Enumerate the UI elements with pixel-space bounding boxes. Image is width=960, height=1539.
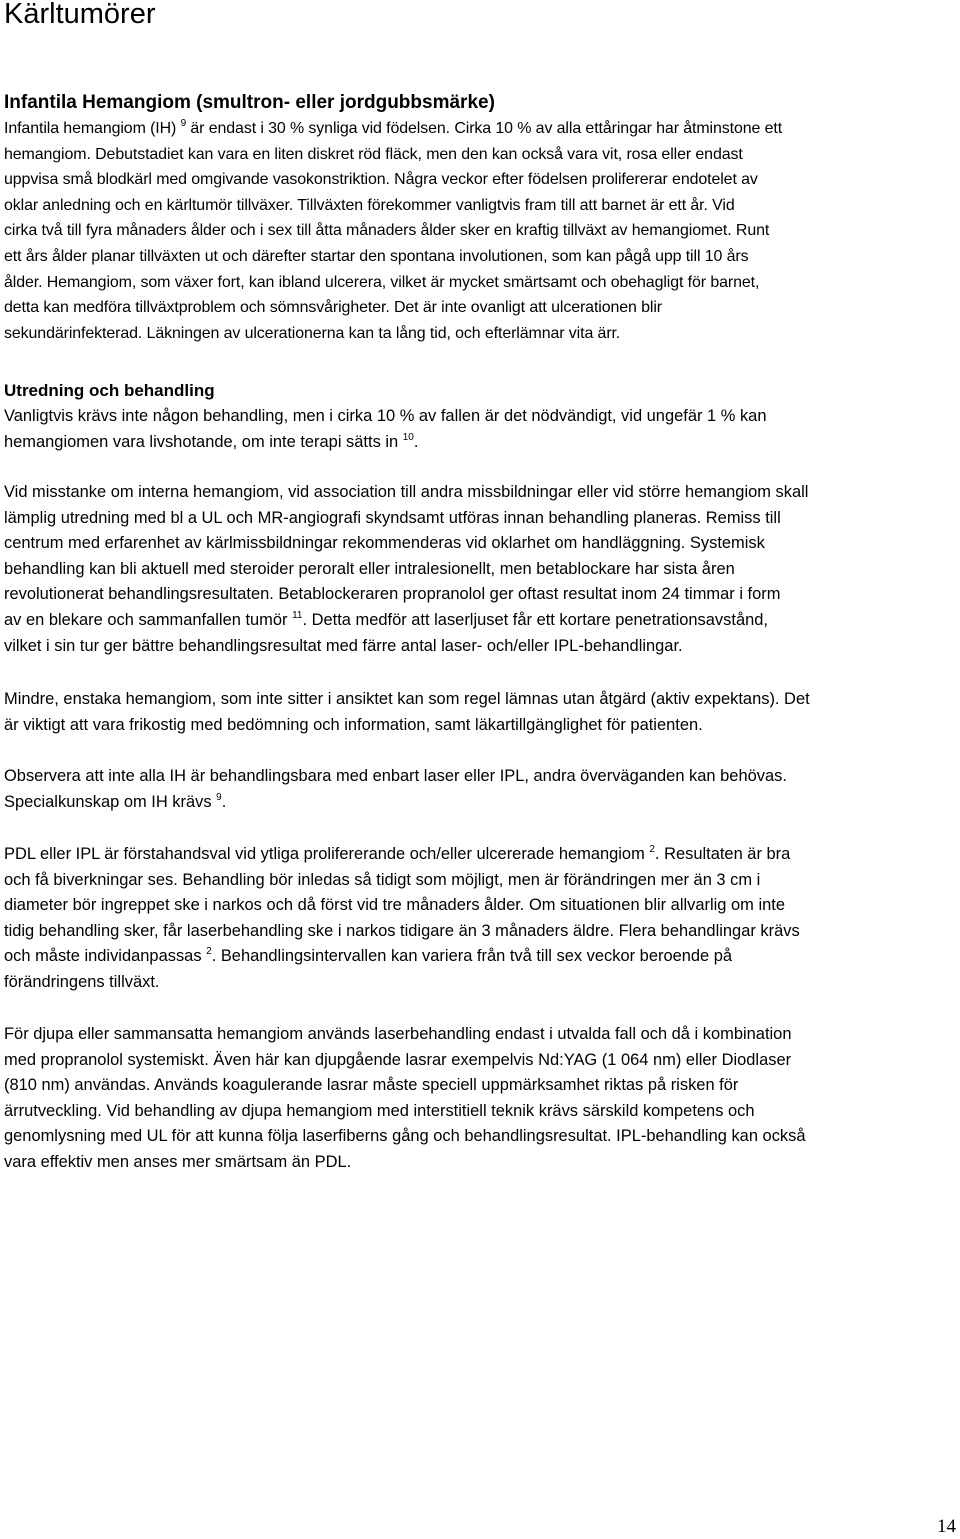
- line-text-after-reference: .: [413, 432, 419, 451]
- line-text: Infantila hemangiom (IH): [4, 120, 181, 137]
- body-paragraph: [4, 764, 954, 815]
- text-line: [4, 1124, 954, 1150]
- body-paragraph-pdl-ipl: [4, 842, 954, 996]
- line-text: centrum med erfarenhet av kärlmissbildningar rekommenderas vid oklarhet om handläggning. Systemisk: [4, 534, 765, 553]
- line-text: behandling kan bli aktuell med steroider peroralt eller intralesionellt, men betablockare har sista åren: [4, 559, 735, 578]
- line-text: detta kan medföra tillväxtproblem och sömnsvårigheter. Det är inte ovanligt att ulcerationen blir: [4, 299, 663, 317]
- line-text: och få biverkningar ses. Behandling bör inledas så tidigt som möjligt, men är förändringen mer än 3 cm i: [4, 870, 761, 889]
- line-text: genomlysning med UL för att kunna följa laserfiberns gång och behandlingsresultat. IPL-behandling kan också: [4, 1127, 806, 1146]
- line-text: av en blekare och sammanfallen tumör: [4, 610, 293, 629]
- line-text: förändringens tillväxt.: [4, 972, 160, 991]
- line-text: Specialkunskap om IH krävs: [4, 792, 217, 811]
- body-paragraph-interna-hemangiom: [4, 480, 954, 659]
- text-line: [4, 1048, 954, 1074]
- section-infantila-hemangiom: [4, 90, 954, 346]
- text-line: [4, 919, 954, 945]
- line-text: tidig behandling sker, får laserbehandling ske i narkos tidigare än 3 månaders äldre. Flera behandlingar krävs: [4, 921, 800, 940]
- text-line: [4, 480, 954, 506]
- reference-superscript: 9: [180, 118, 187, 129]
- text-line: [4, 1022, 954, 1048]
- text-line: [4, 764, 954, 790]
- line-text: vara effektiv men anses mer smärtsam än PDL.: [4, 1152, 352, 1171]
- line-text: hemangiom. Debutstadiet kan vara en liten diskret röd fläck, men den kan också vara vit, rosa eller endast: [4, 145, 743, 163]
- section-heading: Utredning och behandling: [4, 381, 215, 400]
- line-text: (810 nm) användas. Används koagulerande lasrar måste speciell uppmärksamhet riktas på risken för: [4, 1076, 739, 1095]
- text-line: [4, 687, 954, 713]
- text-line: [4, 1150, 954, 1176]
- line-text: Mindre, enstaka hemangiom, som inte sitter i ansiktet kan som regel lämnas utan åtgärd (aktiv expektans). Det: [4, 690, 810, 708]
- line-text: revolutionerat behandlingsresultaten. Betablockeraren propranolol ger oftast resultat inom 24 timmar i form: [4, 585, 781, 604]
- body-paragraph: [4, 404, 954, 455]
- reference-superscript: 2: [649, 844, 655, 855]
- text-line: [4, 582, 954, 608]
- text-line: [4, 116, 954, 142]
- text-line: [4, 295, 954, 321]
- body-paragraph: [4, 116, 954, 346]
- line-text: Vanligtvis krävs inte någon behandling, men i cirka 10 % av fallen är det nödvändigt, vid ungefär 1 % kan: [4, 407, 767, 425]
- text-line: [4, 430, 954, 456]
- body-paragraph: [4, 1022, 954, 1176]
- line-text: diameter bör ingreppet ske i narkos och då först vid tre månaders ålder. Om situationen blir allvarlig om inte: [4, 896, 785, 915]
- line-text: PDL eller IPL är förstahandsval vid ytliga prolifererande och/eller ulcererade hemangiom: [4, 845, 650, 863]
- text-line: [4, 404, 954, 430]
- text-line: [4, 270, 954, 296]
- line-text: ärrutveckling. Vid behandling av djupa hemangiom med interstitiell teknik krävs särskild kompetens och: [4, 1101, 755, 1120]
- text-line: [4, 1073, 954, 1099]
- line-text: ett års ålder planar tillväxten ut och därefter startar den spontana involutionen, som kan pågå upp till 10 års: [4, 247, 749, 265]
- line-text: med propranolol systemiskt. Även här kan djupgående lasrar exempelvis Nd:YAG (1 064 nm) eller Diodlaser: [4, 1050, 792, 1069]
- reference-superscript: 9: [216, 791, 222, 803]
- text-line: [4, 193, 954, 219]
- line-text: hemangiomen vara livshotande, om inte terapi sätts in: [4, 432, 403, 451]
- line-text: vilket i sin tur ger bättre behandlingsresultat med färre antal laser- och/eller IPL-behandlingar.: [4, 636, 683, 655]
- body-paragraph-mindre-hemangiom: [4, 687, 954, 738]
- body-paragraph: [4, 842, 954, 996]
- text-line: [4, 506, 954, 532]
- line-text-after-reference: är endast i 30 % synliga vid födelsen. Cirka 10 % av alla ettåringar har åtminstone ett: [186, 120, 783, 137]
- reference-superscript: 11: [292, 609, 303, 621]
- line-text-after-reference: . Resultaten är bra: [654, 845, 791, 863]
- text-line: [4, 218, 954, 244]
- page-number: 14: [937, 1516, 956, 1537]
- line-text: cirka två till fyra månaders ålder och i sex till åtta månaders ålder sker en kraftig tillväxt av hemangiomet. Runt: [4, 222, 770, 240]
- text-line: [4, 893, 954, 919]
- line-text: För djupa eller sammansatta hemangiom används laserbehandling endast i utvalda fall och då i kombination: [4, 1025, 792, 1043]
- text-line: [4, 608, 954, 634]
- section-heading: Infantila Hemangiom (smultron- eller jordgubbsmärke): [4, 92, 495, 113]
- body-paragraph: [4, 480, 954, 659]
- body-paragraph-djupa-hemangiom: [4, 1022, 954, 1176]
- line-text: lämplig utredning med bl a UL och MR-angiografi skyndsamt utföras innan behandling planeras. Remiss till: [4, 508, 781, 527]
- line-text: Observera att inte alla IH är behandlingsbara med enbart laser eller IPL, andra överväganden kan behövas.: [4, 767, 787, 785]
- text-line: [4, 531, 954, 557]
- text-line: [4, 557, 954, 583]
- line-text: Vid misstanke om interna hemangiom, vid association till andra missbildningar eller vid större hemangiom skall: [4, 483, 809, 501]
- reference-superscript: 10: [402, 431, 414, 443]
- line-text: sekundärinfekterad. Läkningen av ulcerationerna kan ta lång tid, och efterlämnar vita ärr.: [4, 324, 621, 342]
- text-line: [4, 790, 954, 816]
- reference-superscript: 2: [206, 946, 212, 958]
- body-paragraph: [4, 687, 954, 738]
- line-text-after-reference: . Behandlingsintervallen kan variera från två till sex veckor beroende på: [211, 947, 733, 966]
- body-paragraph-observera: [4, 764, 954, 815]
- page-title: Kärltumörer: [4, 0, 156, 30]
- text-line: [4, 1099, 954, 1125]
- text-line: [4, 321, 954, 347]
- line-text: ålder. Hemangiom, som växer fort, kan ibland ulcerera, vilket är mycket smärtsamt och obehagligt för barnet,: [4, 273, 760, 291]
- text-line: [4, 142, 954, 168]
- text-line: [4, 842, 954, 868]
- line-text-after-reference: .: [221, 792, 227, 811]
- text-line: [4, 970, 954, 996]
- section-utredning-och-behandling: [4, 378, 954, 455]
- text-line: [4, 167, 954, 193]
- text-line: [4, 868, 954, 894]
- line-text: och måste individanpassas: [4, 947, 207, 966]
- text-line: [4, 944, 954, 970]
- line-text: oklar anledning och en kärltumör tillväxer. Tillväxten förekommer vanligtvis fram till att barnet är ett år. Vid: [4, 196, 735, 214]
- text-line: [4, 244, 954, 270]
- line-text: är viktigt att vara frikostig med bedömning och information, samt läkartillgänglighet för patienten.: [4, 715, 703, 734]
- line-text: uppvisa små blodkärl med omgivande vasokonstriktion. Några veckor efter födelsen prolifererar endotelet av: [4, 171, 758, 189]
- line-text-after-reference: . Detta medför att laserljuset får ett kortare penetrationsavstånd,: [302, 610, 768, 629]
- text-line: [4, 713, 954, 739]
- text-line: [4, 634, 954, 660]
